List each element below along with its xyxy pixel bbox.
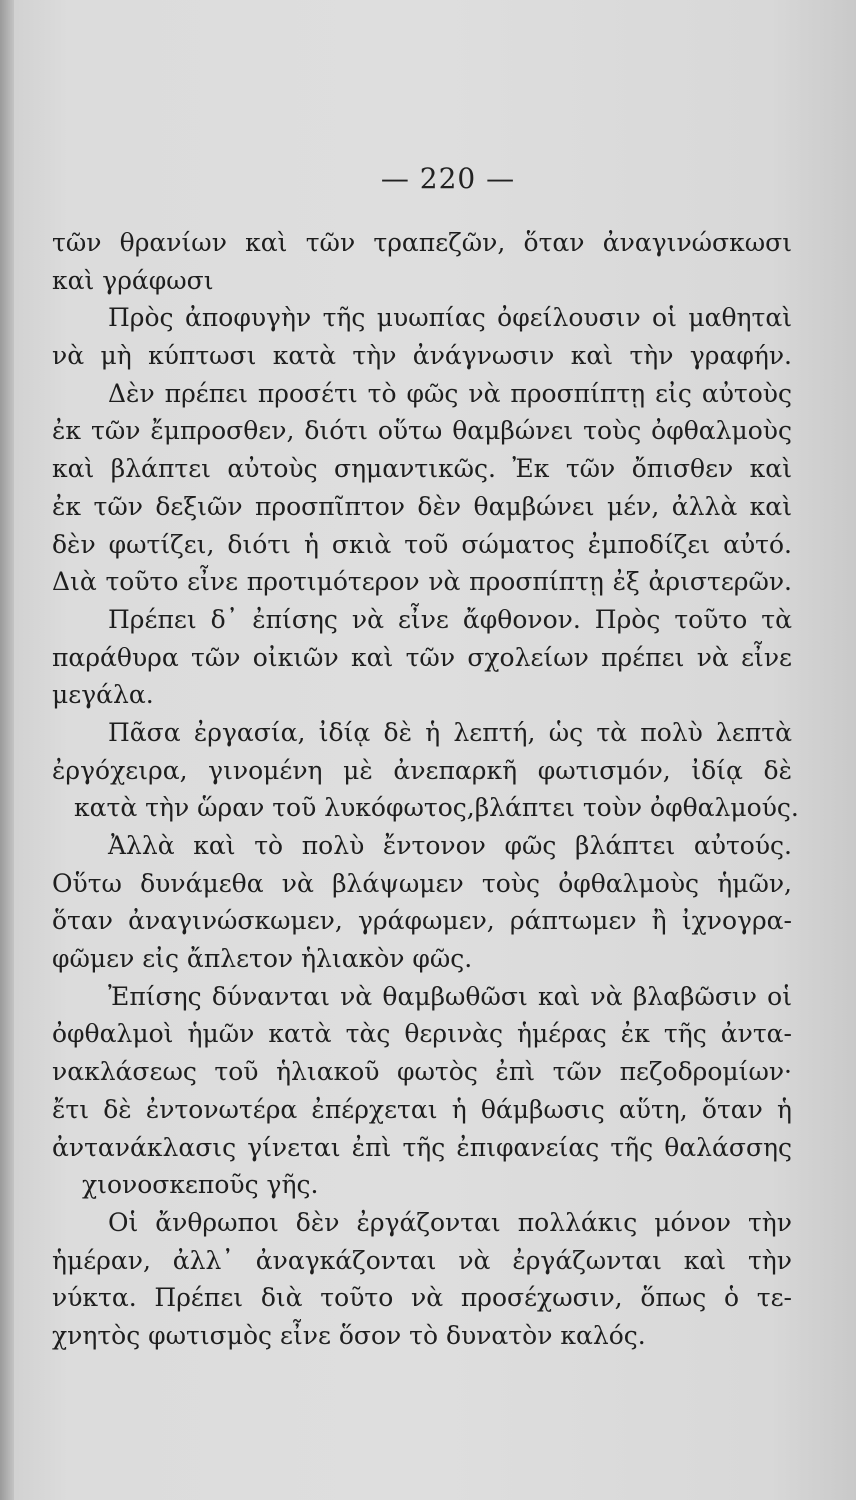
text-line: ἐκ τῶν ἔμπροσθεν, διότι οὕτω θαμβώνει τοὺς ὀφθαλμοὺς: [52, 416, 792, 446]
text-line: χνητὸς φωτισμὸς εἶνε ὅσον τὸ δυνατὸν καλός.: [52, 1320, 646, 1350]
book-spine-shadow: [0, 0, 14, 1500]
text-line: τῶν θρανίων καὶ τῶν τραπεζῶν, ὅταν ἀναγινώσκωσι: [52, 228, 792, 257]
text-line: παράθυρα τῶν οἰκιῶν καὶ τῶν σχολείων πρέπει νὰ εἶνε: [52, 642, 792, 672]
text-line: Πᾶσα ἐργασία, ἰδίᾳ δὲ ἡ λεπτή, ὡς τὰ πολὺ λεπτὰ: [108, 717, 792, 747]
text-line: ἡμέραν, ἀλλ᾽ ἀναγκάζονται νὰ ἐργάζωνται καὶ τὴν: [52, 1245, 792, 1275]
text-line: ἔτι δὲ ἐντονωτέρα ἐπέρχεται ἡ θάμβωσις αὕτη, ὅταν ἡ: [52, 1094, 792, 1124]
text-line: Ἀλλὰ καὶ τὸ πολὺ ἔντονον φῶς βλάπτει αὐτούς.: [108, 831, 792, 860]
text-line: Πρὸς ἀποφυγὴν τῆς μυωπίας ὀφείλουσιν οἱ μαθηταὶ: [108, 303, 792, 333]
body-text: [52, 224, 799, 1355]
text-line: μεγάλα.: [52, 680, 154, 710]
text-line: ἐργόχειρα, γινομένη μὲ ἀνεπαρκῆ φωτισμόν, ἰδίᾳ δὲ: [52, 755, 792, 785]
text-line: Πρέπει δ᾽ ἐπίσης νὰ εἶνε ἄφθονον. Πρὸς τοῦτο τὰ: [108, 604, 792, 634]
text-line: ὀφθαλμοὶ ἡμῶν κατὰ τὰς θερινὰς ἡμέρας ἐκ τῆς ἀντα-: [52, 1019, 792, 1049]
page-number: — 220 —: [380, 162, 516, 195]
text-line: Οὕτω δυνάμεθα νὰ βλάψωμεν τοὺς ὀφθαλμοὺς ἡμῶν,: [52, 868, 792, 898]
text-line: Διὰ τοῦτο εἶνε προτιμότερον νὰ προσπίπτῃ ἐξ ἀριστερῶν.: [52, 567, 792, 597]
text-line: νὰ μὴ κύπτωσι κατὰ τὴν ἀνάγνωσιν καὶ τὴν γραφήν.: [52, 341, 792, 371]
text-line: δὲν φωτίζει, διότι ἡ σκιὰ τοῦ σώματος ἐμποδίζει αὐτό.: [52, 529, 792, 559]
text-line: Δὲν πρέπει προσέτι τὸ φῶς νὰ προσπίπτῃ εἰς αὐτοὺς: [108, 378, 792, 408]
text-line: νακλάσεως τοῦ ἡλιακοῦ φωτὸς ἐπὶ τῶν πεζοδρομίων·: [52, 1057, 792, 1087]
text-line: χιονοσκεποῦς γῆς.: [82, 1170, 319, 1200]
text-line: φῶμεν εἰς ἄπλετον ἡλιακὸν φῶς.: [52, 944, 473, 974]
text-line: ὅταν ἀναγινώσκωμεν, γράφωμεν, ράπτωμεν ἢ ἰχνογρα-: [52, 906, 792, 936]
text-line: νύκτα. Πρέπει διὰ τοῦτο νὰ προσέχωσιν, ὅπως ὁ τε-: [52, 1283, 792, 1313]
text-line: καὶ γράφωσι: [52, 265, 214, 295]
text-line: ἐκ τῶν δεξιῶν προσπῖπτον δὲν θαμβώνει μέν, ἀλλὰ καὶ: [52, 491, 792, 521]
text-line: ἀντανάκλασις γίνεται ἐπὶ τῆς ἐπιφανείας τῆς θαλάσσης: [52, 1132, 792, 1162]
text-line: Οἱ ἄνθρωποι δὲν ἐργάζονται πολλάκις μόνον τὴν: [108, 1207, 792, 1237]
text-line: Ἐπίσης δύνανται νὰ θαμβωθῶσι καὶ νὰ βλαβῶσιν οἱ: [108, 981, 792, 1011]
text-line: καὶ βλάπτει αὐτοὺς σημαντικῶς. Ἐκ τῶν ὄπισθεν καὶ: [52, 454, 792, 484]
text-line: κατὰ τὴν ὥραν τοῦ λυκόφωτος,βλάπτει τοὺν ὀφθαλμούς.: [74, 793, 799, 823]
